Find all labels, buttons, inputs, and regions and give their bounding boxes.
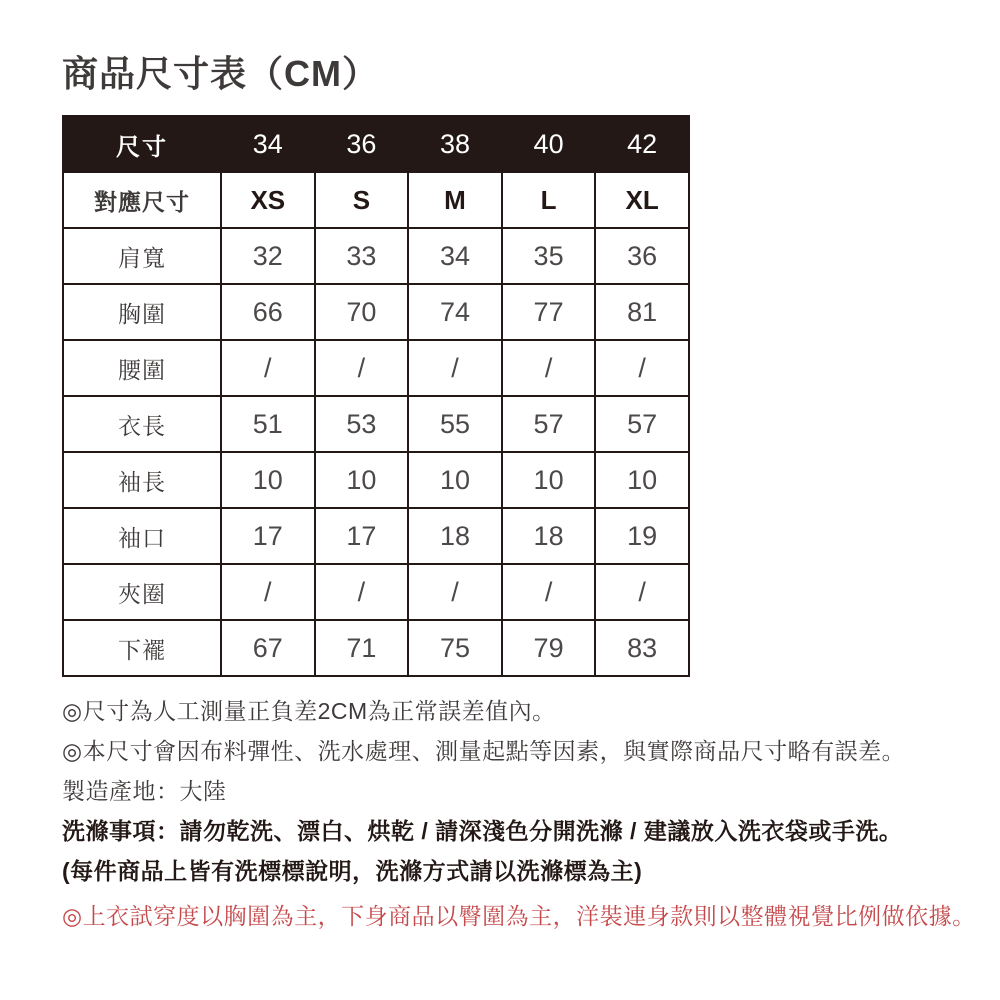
note-origin: 製造產地：大陸: [62, 778, 227, 804]
header-size-value: 40: [502, 116, 596, 172]
row-value-cell: /: [595, 340, 689, 396]
row-value-cell: 36: [595, 228, 689, 284]
row-value-cell: XS: [221, 172, 315, 228]
row-label-cell: 夾圈: [63, 564, 221, 620]
note-washing-label: (每件商品上皆有洗標標說明，洗滌方式請以洗滌標為主): [62, 858, 643, 884]
row-value-cell: 70: [315, 284, 409, 340]
row-label-cell: 胸圍: [63, 284, 221, 340]
row-value-cell: 17: [221, 508, 315, 564]
page-title: 商品尺寸表（CM）: [62, 53, 379, 94]
row-value-cell: 17: [315, 508, 409, 564]
row-value-cell: 81: [595, 284, 689, 340]
table-row-sleeve-length: [63, 452, 689, 508]
note-size-variance: ◎本尺寸會因布料彈性、洗水處理、測量起點等因素，與實際商品尺寸略有誤差。: [62, 738, 906, 764]
table-row-armhole: [63, 564, 689, 620]
row-value-cell: 10: [221, 452, 315, 508]
table-row-garment-length: [63, 396, 689, 452]
size-table-header-row: [63, 116, 689, 172]
row-value-cell: M: [408, 172, 502, 228]
row-value-cell: 57: [502, 396, 596, 452]
row-label-cell: 對應尺寸: [63, 172, 221, 228]
row-value-cell: 75: [408, 620, 502, 676]
row-value-cell: S: [315, 172, 409, 228]
table-row-cuff: [63, 508, 689, 564]
row-value-cell: 10: [408, 452, 502, 508]
row-label-cell: 袖長: [63, 452, 221, 508]
row-value-cell: 71: [315, 620, 409, 676]
row-value-cell: 34: [408, 228, 502, 284]
row-value-cell: 79: [502, 620, 596, 676]
row-value-cell: /: [408, 564, 502, 620]
row-label-cell: 腰圍: [63, 340, 221, 396]
row-value-cell: 35: [502, 228, 596, 284]
table-row-waist: [63, 340, 689, 396]
row-value-cell: 74: [408, 284, 502, 340]
table-row-shoulder-width: [63, 228, 689, 284]
row-value-cell: 83: [595, 620, 689, 676]
table-row-bust: [63, 284, 689, 340]
row-value-cell: 66: [221, 284, 315, 340]
row-value-cell: 77: [502, 284, 596, 340]
row-label-cell: 肩寬: [63, 228, 221, 284]
note-measure-tolerance: ◎尺寸為人工測量正負差2CM為正常誤差值內。: [62, 698, 556, 724]
row-label-cell: 袖口: [63, 508, 221, 564]
row-label-cell: 下襬: [63, 620, 221, 676]
row-value-cell: /: [502, 340, 596, 396]
row-value-cell: 18: [408, 508, 502, 564]
note-washing-instructions: 洗滌事項：請勿乾洗、漂白、烘乾 / 請深淺色分開洗滌 / 建議放入洗衣袋或手洗。: [62, 818, 903, 844]
row-value-cell: 32: [221, 228, 315, 284]
row-value-cell: /: [595, 564, 689, 620]
row-value-cell: L: [502, 172, 596, 228]
row-value-cell: 10: [315, 452, 409, 508]
row-value-cell: 10: [595, 452, 689, 508]
table-row-corresponding-size: [63, 172, 689, 228]
row-value-cell: /: [408, 340, 502, 396]
table-row-hem: [63, 620, 689, 676]
header-size-value: 38: [408, 116, 502, 172]
notes-section: [62, 698, 976, 930]
row-value-cell: 10: [502, 452, 596, 508]
row-value-cell: 55: [408, 396, 502, 452]
header-size-value: 36: [315, 116, 409, 172]
row-value-cell: 67: [221, 620, 315, 676]
row-value-cell: 33: [315, 228, 409, 284]
size-table: [62, 115, 690, 677]
row-value-cell: /: [315, 564, 409, 620]
note-fit-guide: ◎上衣試穿度以胸圍為主，下身商品以臀圍為主，洋裝連身款則以整體視覺比例做依據。: [62, 903, 976, 929]
header-size-label: 尺寸: [63, 116, 221, 172]
row-value-cell: XL: [595, 172, 689, 228]
row-value-cell: /: [221, 564, 315, 620]
header-size-value: 34: [221, 116, 315, 172]
row-value-cell: 19: [595, 508, 689, 564]
row-value-cell: /: [315, 340, 409, 396]
row-value-cell: 18: [502, 508, 596, 564]
row-value-cell: 51: [221, 396, 315, 452]
row-value-cell: 53: [315, 396, 409, 452]
row-value-cell: /: [502, 564, 596, 620]
row-value-cell: 57: [595, 396, 689, 452]
row-label-cell: 衣長: [63, 396, 221, 452]
header-size-value: 42: [595, 116, 689, 172]
row-value-cell: /: [221, 340, 315, 396]
